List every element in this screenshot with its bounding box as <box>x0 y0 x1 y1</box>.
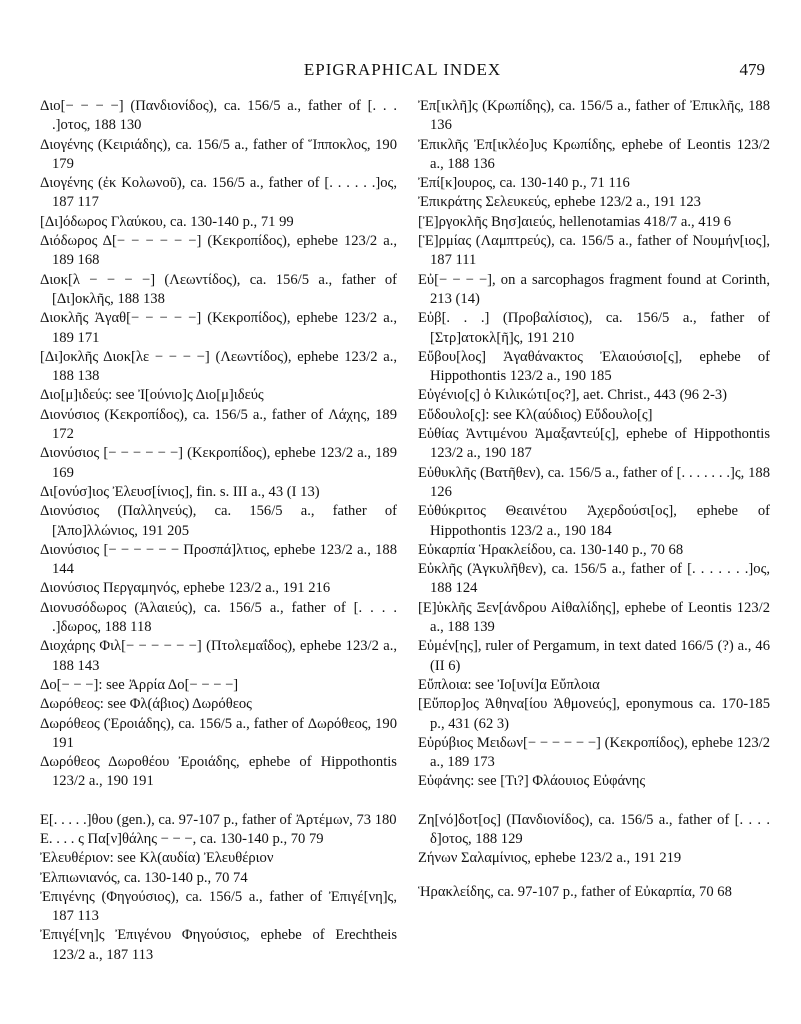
index-entry: Δωρόθεος Δωροθέου Ἐροιάδης, ephebe of Hippothontis 123/2 a., 190 191 <box>40 754 397 790</box>
index-entry: Ἐπικράτης Σελευκεύς, ephebe 123/2 a., 191 123 <box>418 194 701 211</box>
index-entry: Εὔδουλο[ς]: see Κλ(αύδιος) Εὔδουλο[ς] <box>418 406 653 423</box>
index-entry: Εὐφάνης: see [Τι?] Φλάουιος Εὐφάνης <box>418 773 646 790</box>
index-entry: Διονύσιος Περγαμηνός, ephebe 123/2 a., 191 216 <box>40 580 331 597</box>
index-entry: Εὔπλοια: see Ἰο[υνί]α Εὔπλοια <box>418 676 600 693</box>
index-entry: Ἐλευθέριον: see Κλ(αυδία) Ἐλευθέριον <box>40 850 274 867</box>
index-entry: Ζήνων Σαλαμίνιος, ephebe 123/2 a., 191 219 <box>418 850 682 867</box>
index-entry: Διοκλῆς Ἀγαθ[− − − − −] (Κεκροπίδος), ephebe 123/2 a., 189 171 <box>40 310 397 346</box>
index-entry: Διονύσιος [− − − − − −] (Κεκροπίδος), ephebe 123/2 a., 189 169 <box>40 445 397 481</box>
index-entry: Διο[− − − −] (Πανδιονίδος), ca. 156/5 a., father of [. . . .]οτος, 188 130 <box>40 98 397 134</box>
index-entry: Εὐθίας Ἀντιμένου Ἀμαξαντεύ[ς], ephebe of Hippothontis 123/2 a., 190 187 <box>418 426 770 462</box>
index-entry: Εὐβ[. . .] (Προβαλίσιος), ca. 156/5 a., father of [Στρ]ατοκλ[ῆ]ς, 191 210 <box>418 310 770 346</box>
index-entry: Εὐκαρπία Ἡρακλείδου, ca. 130-140 p., 70 68 <box>418 541 684 558</box>
running-head: EPIGRAPHICAL INDEX <box>303 60 502 79</box>
index-entry: Εὐμέν[ης], ruler of Pergamum, in text dated 166/5 (?) a., 46 (II 6) <box>418 638 770 674</box>
index-entry: Ἐπιγέ[νη]ς Ἐπιγένου Φηγούσιος, ephebe of Erechtheis 123/2 a., 187 113 <box>40 927 397 963</box>
index-entry: Διογένης (ἐκ Κολωνοῦ), ca. 156/5 a., father of [. . . . . .]ος, 187 117 <box>40 175 397 211</box>
index-entry: [Δι]όδωρος Γλαύκου, ca. 130-140 p., 71 99 <box>40 213 294 230</box>
index-entry: Διογένης (Κειριάδης), ca. 156/5 a., father of Ἵππoκλος, 190 179 <box>40 136 397 172</box>
index-entry: [Εὔπορ]ος Ἀθηνα[ίου Ἀθμονεύς], eponymous ca. 170-185 p., 431 (62 3) <box>418 696 770 732</box>
index-entry: Διονύσιος (Παλληνεύς), ca. 156/5 a., father of [Ἀπο]λλώνιος, 191 205 <box>40 503 397 539</box>
index-entry: Διοχάρης Φιλ[− − − − − −] (Πτολεμαΐδος), ephebe 123/2 a., 188 143 <box>40 638 397 674</box>
index-entry: Διοκ[λ − − − −] (Λεωντίδος), ca. 156/5 a., father of [Δι]οκλῆς, 188 138 <box>40 271 397 307</box>
section-gap <box>418 869 770 883</box>
index-entry: [Ἑ]ρμίας (Λαμπτρεύς), ca. 156/5 a., father of Νουμήν[ιος], 187 111 <box>418 233 770 269</box>
section-gap <box>40 792 397 811</box>
index-entry: [Ἐ]ργοκλῆς Βησ]αιεύς, hellenotamias 418/7 a., 419 6 <box>418 213 732 230</box>
index-entry: Δο[− − −]: see Ἀρρία Δο[− − − −] <box>40 676 239 693</box>
left-column <box>40 97 397 965</box>
index-entry: Ζη[νό]δοτ[ος] (Πανδιονίδος), ca. 156/5 a., father of [. . . . δ]οτος, 188 129 <box>418 811 770 847</box>
index-entry: Εὐρύβιος Μειδων[− − − − − −] (Κεκροπίδος), ephebe 123/2 a., 189 173 <box>418 734 770 771</box>
index-entry: Διονύσιος (Κεκροπίδος), ca. 156/5 a., father of Λάχης, 189 172 <box>40 406 397 443</box>
index-entry: Εὔβου[λος] Ἀγαθάνακτος Ἐλαιούσιο[ς], ephebe of Hippothontis 123/2 a., 190 185 <box>418 348 770 385</box>
index-entry: Εὐθύκριτος Θεαινέτου Ἀχερδούσι[ος], ephebe of Hippothontis 123/2 a., 190 184 <box>418 503 770 539</box>
index-entry: [Δι]οκλῆς Διοκ[λε − − − −] (Λεωντίδος), ephebe 123/2 a., 188 138 <box>40 348 397 385</box>
index-entry: Εὐθυκλῆς (Βατῆθεν), ca. 156/5 a., father of [. . . . . . .]ς, 188 126 <box>418 464 770 500</box>
index-entry: Δι[ονύσ]ιος Ἐλευσ[ίνιος], fin. s. III a., 43 (I 13) <box>40 483 320 500</box>
section-gap <box>418 792 770 811</box>
index-entry: Ἐπί[κ]ουρος, ca. 130-140 p., 71 116 <box>418 175 630 192</box>
page-header <box>40 60 765 84</box>
page-number: 479 <box>739 60 765 79</box>
index-entry: [Ε]ὐκλῆς Ξεν[άνδρου Αἰθαλίδης], ephebe of Leontis 123/2 a., 188 139 <box>418 599 770 636</box>
right-column <box>418 97 770 902</box>
index-entry: Ἐπ[ικλῆ]ς (Κρωπίδης), ca. 156/5 a., father of Ἐπικλῆς, 188 136 <box>418 98 770 134</box>
index-entry: Ε[. . . . .]θου (gen.), ca. 97-107 p., father of Ἀρτέμων, 73 180 <box>40 811 397 828</box>
index-entry: Εὐγένιο[ς] ὁ Κιλικώτι[ος?], aet. Christ., 443 (96 2-3) <box>418 387 727 404</box>
index-entry: Δωρόθεος (Ἐροιάδης), ca. 156/5 a., father of Δωρόθεος, 190 191 <box>40 715 397 751</box>
index-entry: Διονύσιος [− − − − − − Προσπά]λτιος, ephebe 123/2 a., 188 144 <box>40 541 397 578</box>
index-entry: Εὐκλῆς (Ἀγκυλῆθεν), ca. 156/5 a., father of [. . . . . . .]ος, 188 124 <box>418 561 770 597</box>
index-entry: Εὐ[− − − −], on a sarcophagos fragment found at Corinth, 213 (14) <box>418 271 770 307</box>
index-entry: Ἡρακλείδης, ca. 97-107 p., father of Εὐκαρπία, 70 68 <box>418 883 732 900</box>
index-entry: Δωρόθεος: see Φλ(άβιος) Δωρόθεος <box>40 696 252 713</box>
index-entry: Διο[μ]ιδεύς: see Ἰ[ούνιο]ς Διο[μ]ιδεύς <box>40 387 264 404</box>
index-entry: Ἐπικλῆς Ἐπ[ικλέο]υς Κρωπίδης, ephebe of Leontis 123/2 a., 188 136 <box>418 136 770 172</box>
index-entry: Διονυσόδωρος (Ἁλαιεύς), ca. 156/5 a., father of [. . . . .]δωρος, 188 118 <box>40 599 397 636</box>
index-entry: Διόδωρος Δ[− − − − − −] (Κεκροπίδος), ephebe 123/2 a., 189 168 <box>40 233 397 269</box>
index-entry: Ἐλπιωνιανός, ca. 130-140 p., 70 74 <box>40 869 248 886</box>
index-entry: Ἐπιγένης (Φηγούσιος), ca. 156/5 a., father of Ἐπιγέ[νη]ς, 187 113 <box>40 888 397 925</box>
index-entry: Ε. . . . ς Πα[ν]θάλης − − −, ca. 130-140 p., 70 79 <box>40 830 324 847</box>
